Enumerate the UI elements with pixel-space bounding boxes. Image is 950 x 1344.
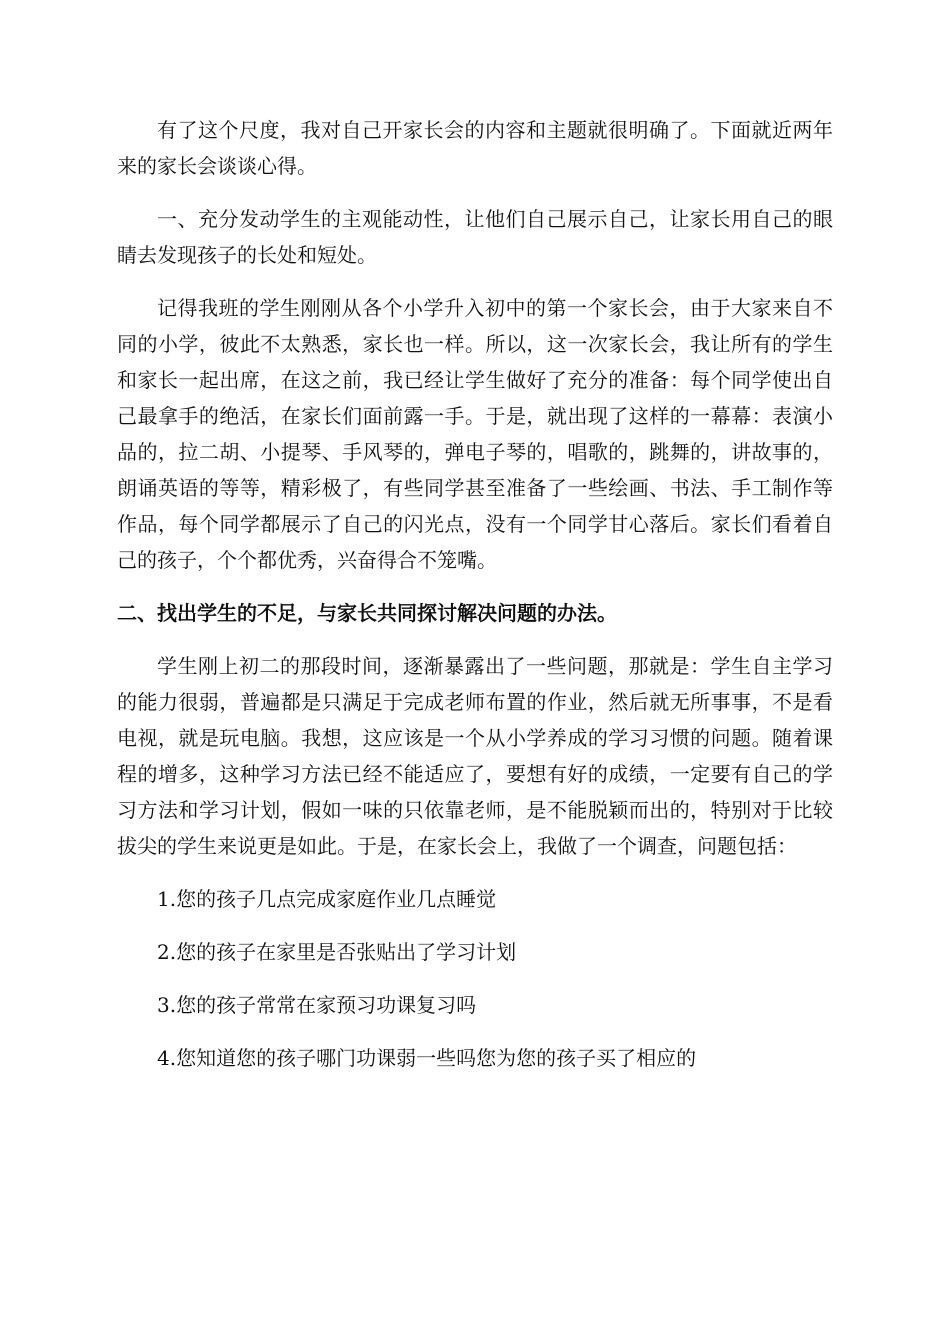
paragraph-gap: [117, 917, 833, 934]
section-one-heading: 一、充分发动学生的主观能动性，让他们自己展示自己，让家长用自己的眼睛去发现孩子的长处和短处。: [117, 207, 833, 267]
section-two-heading: 二、找出学生的不足，与家长共同探讨解决问题的办法。: [117, 601, 617, 625]
paragraph-gap: [117, 864, 833, 881]
survey-question-4: 4.您知道您的孩子哪门功课弱一些吗您为您的孩子买了相应的: [157, 1046, 697, 1070]
paragraph-gap: [117, 970, 833, 987]
paragraph-intro: 有了这个尺度，我对自己开家长会的内容和主题就很明确了。下面就近两年来的家长会谈谈心得。: [117, 118, 833, 178]
paragraph-gap: [117, 631, 833, 648]
paragraph-gap: [117, 578, 833, 595]
paragraph-grade-two: 学生刚上初二的那段时间，逐渐暴露出了一些问题，那就是：学生自主学习的能力很弱，普遍都是只满足于完成老师布置的作业，然后就无所事事，不是看电视，就是玩电脑。我想，这应该是一个从小学养成的学习习惯的问题。随着课程的增多，这种学习方法已经不能适应了，要想有好的成绩，一定要有自己的学习方法和学习计划，假如一味的只依靠老师，是不能脱颖而出的，特别对于比较拔尖的学生来说更是如此。于是，在家长会上，我做了一个调查，问题包括：: [117, 654, 833, 858]
survey-question-2: 2.您的孩子在家里是否张贴出了学习计划: [157, 940, 517, 964]
survey-question-1: 1.您的孩子几点完成家庭作业几点睡觉: [157, 887, 497, 911]
paragraph-gap: [117, 1023, 833, 1040]
document-body: [117, 112, 833, 1076]
survey-question-3: 3.您的孩子常常在家预习功课复习吗: [157, 993, 477, 1017]
paragraph-gap: [117, 184, 833, 201]
paragraph-gap: [117, 273, 833, 290]
paragraph-first-meeting: 记得我班的学生刚刚从各个小学升入初中的第一个家长会，由于大家来自不同的小学，彼此不太熟悉，家长也一样。所以，这一次家长会，我让所有的学生和家长一起出席，在这之前，我已经让学生做好了充分的准备：每个同学使出自己最拿手的绝活，在家长们面前露一手。于是，就出现了这样的一幕幕：表演小品的，拉二胡、小提琴、手风琴的，弹电子琴的，唱歌的，跳舞的，讲故事的，朗诵英语的等等，精彩极了，有些同学甚至准备了一些绘画、书法、手工制作等作品，每个同学都展示了自己的闪光点，没有一个同学甘心落后。家长们看着自己的孩子，个个都优秀，兴奋得合不笼嘴。: [117, 296, 833, 572]
